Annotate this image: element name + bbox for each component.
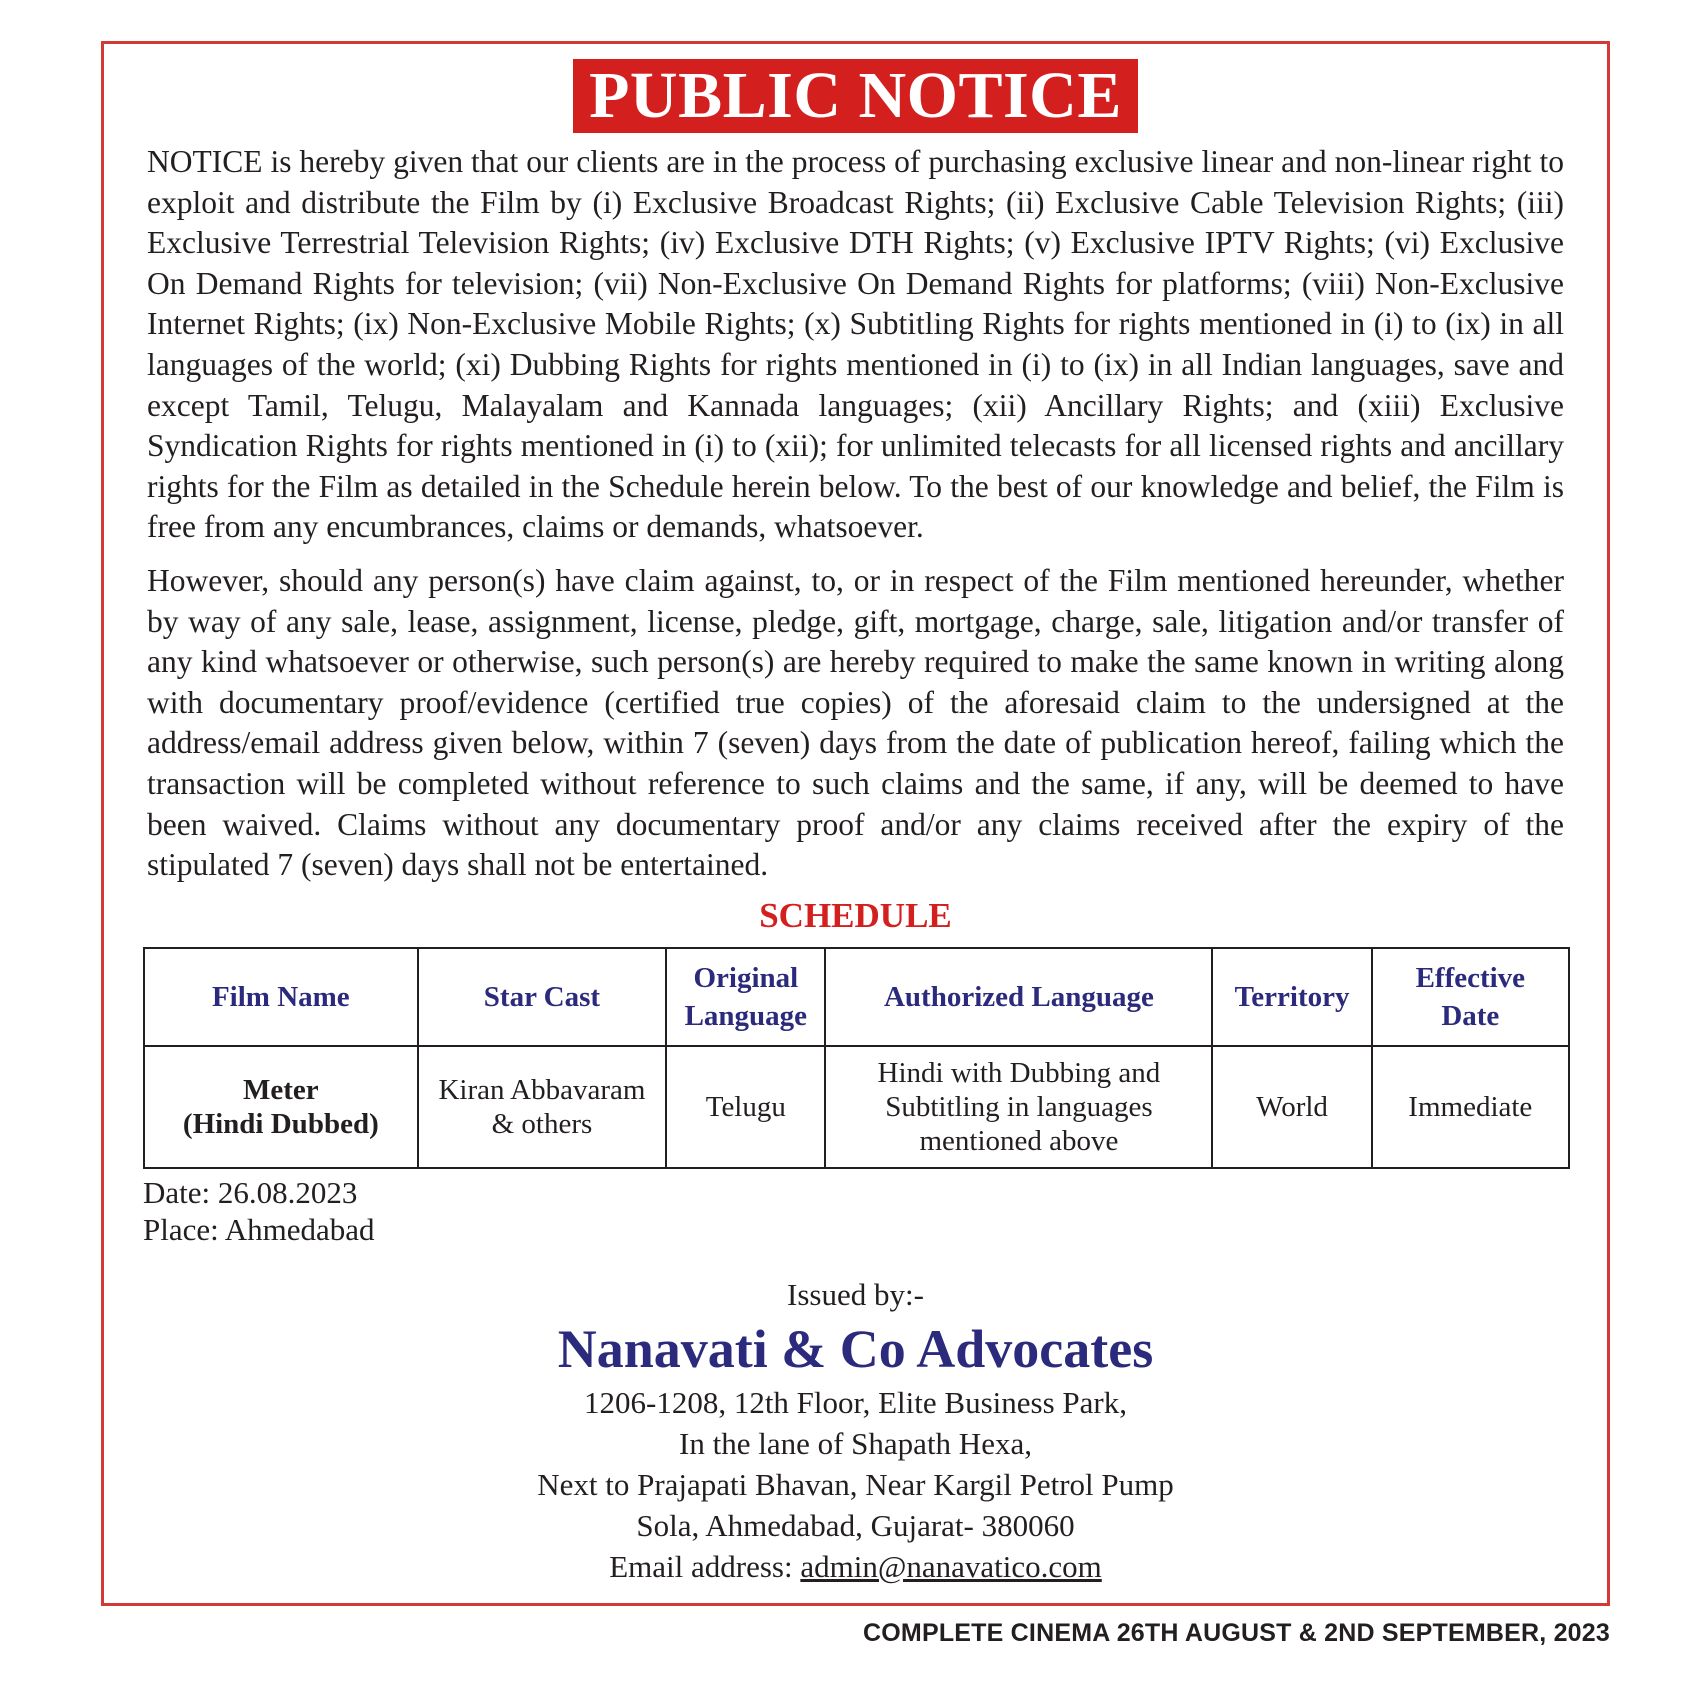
notice-paragraph-2: However, should any person(s) have claim against, to, or in respect of the Film mentioned hereunder, whether by way of any sale, lease, assignment, license, pledge, gift, mortgage, charge, sale, litigation and/or transfer of any kind whatsoever or otherwise, such person(s) are hereby required to make the same known in writing along with documentary proof/evidence (certified true copies) of the aforesaid claim to the undersigned at the address/email address given below, within 7 (seven) days from the date of publication hereof, failing which the transaction will be completed without reference to such claims and the same, if any, will be deemed to have been waived. Claims without any documentary proof and/or any claims received after the expiry of the stipulated 7 (seven) days shall not be entertained.: [147, 563, 1564, 883]
address-line-2: In the lane of Shapath Hexa,: [679, 1426, 1032, 1461]
footer-publication: COMPLETE CINEMA 26TH AUGUST & 2ND SEPTEMBER, 2023: [863, 1619, 1610, 1647]
cell-authorized-language: Hindi with Dubbing and Subtitling in languages mentioned above: [825, 1046, 1212, 1168]
header-star-cast: Star Cast: [418, 948, 667, 1046]
film-name-line-2: (Hindi Dubbed): [182, 1108, 379, 1140]
schedule-table: [143, 947, 1570, 1169]
table-row: [144, 1046, 1569, 1168]
notice-frame: [101, 41, 1610, 1606]
date-place-block: [143, 1174, 375, 1248]
notice-place: Place: Ahmedabad: [143, 1212, 375, 1247]
cell-territory: World: [1212, 1046, 1371, 1168]
firm-name: Nanavati & Co Advocates: [557, 1319, 1154, 1379]
page-title: PUBLIC NOTICE: [573, 59, 1138, 133]
cell-effective-date: Immediate: [1372, 1046, 1569, 1168]
cell-star-cast: Kiran Abbavaram & others: [418, 1046, 667, 1168]
email-label: Email address:: [609, 1549, 793, 1584]
notice-date: Date: 26.08.2023: [143, 1175, 358, 1210]
film-name-line-1: Meter: [243, 1074, 319, 1106]
address-line-3: Next to Prajapati Bhavan, Near Kargil Petrol Pump: [537, 1467, 1174, 1502]
address-line-4: Sola, Ahmedabad, Gujarat- 380060: [636, 1508, 1075, 1543]
issuer-block: [104, 1276, 1607, 1587]
notice-paragraph-1: NOTICE is hereby given that our clients are in the process of purchasing exclusive linear and non-linear right to exploit and distribute the Film by (i) Exclusive Broadcast Rights; (ii) Exclusive Cable Television Rights; (iii) Exclusive Terrestrial Television Rights; (iv) Exclusive DTH Rights; (v) Exclusive IPTV Rights; (vi) Exclusive On Demand Rights for television; (vii) Non-Exclusive On Demand Rights for platforms; (viii) Non-Exclusive Internet Rights; (ix) Non-Exclusive Mobile Rights; (x) Subtitling Rights for rights mentioned in (i) to (ix) in all languages of the world; (xi) Dubbing Rights for rights mentioned in (i) to (ix) in all Indian languages, save and except Tamil, Telugu, Malayalam and Kannada languages; (xii) Ancillary Rights; and (xiii) Exclusive Syndication Rights for rights mentioned in (i) to (xii); for unlimited telecasts for all licensed rights and ancillary rights for the Film as detailed in the Schedule herein below. To the best of our knowledge and belief, the Film is free from any encumbrances, claims or demands, whatsoever.: [147, 144, 1564, 545]
schedule-title: SCHEDULE: [759, 896, 952, 935]
address-line-1: 1206-1208, 12th Floor, Elite Business Park,: [584, 1385, 1127, 1420]
header-film-name: Film Name: [144, 948, 418, 1046]
header-original-language: Original Language: [666, 948, 825, 1046]
header-authorized-language: Authorized Language: [825, 948, 1212, 1046]
email-link[interactable]: admin@nanavatico.com: [800, 1549, 1102, 1584]
issued-by-label: Issued by:-: [787, 1277, 924, 1312]
header-territory: Territory: [1212, 948, 1371, 1046]
email-line: [104, 1546, 1607, 1587]
cell-film-name: [144, 1046, 418, 1168]
header-effective-date: Effective Date: [1372, 948, 1569, 1046]
cell-original-language: Telugu: [666, 1046, 825, 1168]
title-wrap: [104, 59, 1607, 133]
table-header-row: [144, 948, 1569, 1046]
